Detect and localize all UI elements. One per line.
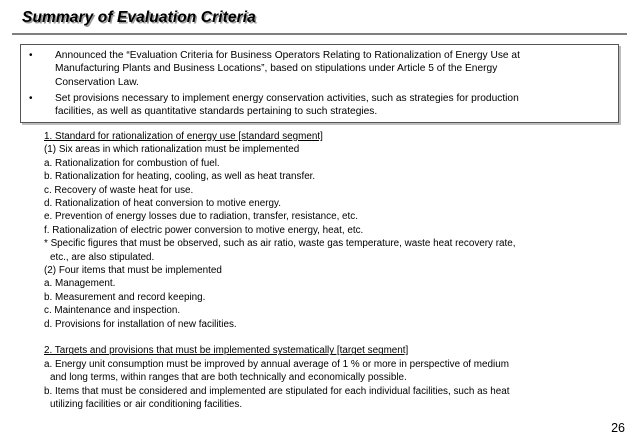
list-item: b. Items that must be considered and implemented are stipulated for each individual facilities, such as heat (44, 385, 510, 397)
bullet-marker: • (29, 50, 33, 61)
list-item: d. Provisions for installation of new facilities. (44, 318, 237, 330)
list-item: b. Measurement and record keeping. (44, 291, 206, 303)
section1-subheading: (2) Four items that must be implemented (44, 265, 222, 277)
bullet-marker: • (29, 92, 33, 104)
section1-subheading: (1) Six areas in which rationalization must be implemented (44, 144, 300, 156)
list-item: a. Management. (44, 278, 116, 290)
page-title: Summary of Evaluation Criteria (22, 9, 256, 26)
criteria-content (44, 130, 624, 412)
list-item: a. Energy unit consumption must be improved by annual average of 1 % or more in perspective of medium (44, 358, 509, 370)
summary-bullet-line: Manufacturing Plants and Business Locations”, based on stipulations under Article 5 of the Energy (55, 63, 498, 75)
summary-bullet (29, 49, 606, 89)
page-number: 26 (611, 421, 625, 435)
section1-heading: 1. Standard for rationalization of energy use [standard segment] (44, 131, 323, 142)
list-item-continuation: and long terms, within ranges that are both technically and economically possible. (50, 372, 407, 384)
summary-bullet-line: Conservation Law. (55, 76, 139, 88)
summary-bullet (29, 92, 606, 119)
spacer (44, 331, 624, 344)
list-item: b. Rationalization for heating, cooling, as well as heat transfer. (44, 171, 316, 183)
title-divider (12, 33, 627, 35)
list-item: a. Rationalization for combustion of fuel. (44, 157, 220, 169)
list-item: c. Recovery of waste heat for use. (44, 184, 194, 196)
list-item: e. Prevention of energy losses due to radiation, transfer, resistance, etc. (44, 211, 358, 223)
summary-bullet-line: Announced the “Evaluation Criteria for Business Operators Relating to Rationalization of Energy Use at (55, 50, 520, 61)
list-item: f. Rationalization of electric power conversion to motive energy, heat, etc. (44, 224, 364, 236)
list-item: d. Rationalization of heat conversion to motive energy. (44, 198, 281, 210)
section2-heading: 2. Targets and provisions that must be implemented systematically [target segment] (44, 345, 409, 357)
summary-bullet-line: Set provisions necessary to implement energy conservation activities, such as strategies for production (55, 92, 519, 104)
list-item-continuation: utilizing facilities or air conditioning facilities. (50, 399, 243, 411)
note-line: * Specific figures that must be observed, such as air ratio, waste gas temperature, waste heat recovery rate, (44, 238, 516, 250)
list-item: c. Maintenance and inspection. (44, 305, 181, 317)
summary-box (20, 44, 619, 123)
note-line: etc., are also stipulated. (50, 251, 155, 263)
summary-bullet-line: facilities, as well as quantitative standards pertaining to such strategies. (55, 106, 378, 118)
